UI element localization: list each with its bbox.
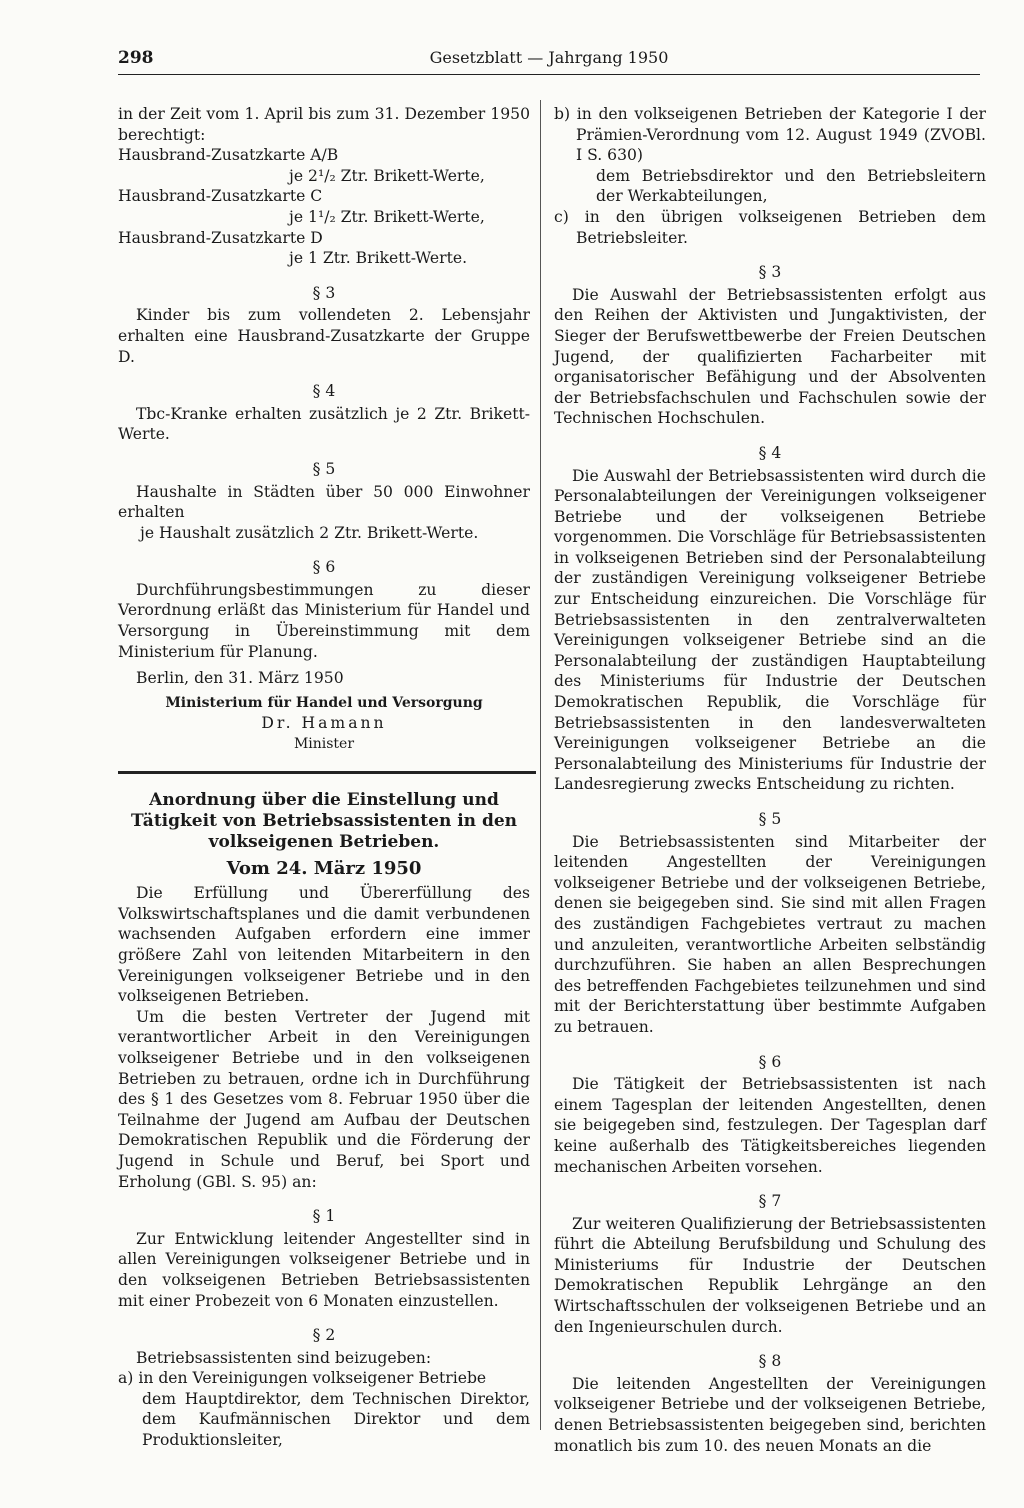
paragraph: Die Tätigkeit der Betriebsassistenten ist nach einem Tagesplan der leitenden Angestellten, denen sie beigegeben sind, festzulegen. Der Tagesplan darf keine außerhalb des Tätigkeitsbereiches liegenden mechanischen Arbeiten vorsehen. [554, 1075, 986, 1176]
column-divider [540, 100, 541, 1430]
section-heading: § 6 [758, 1052, 782, 1071]
section-heading: § 5 [312, 459, 336, 478]
section-heading: § 5 [758, 810, 782, 828]
paragraph: Die Auswahl der Betriebsassistenten wird durch die Personalabteilungen der Vereinigungen volkseigener Betriebe und der volkseigenen Betriebe vorgenommen. Die Vorschläge für Betriebsassistenten in volkseigenen Betrieben sind der Personalabteilung der zuständigen Vereinigung volkseigener Betriebe zur Entscheidung einzureichen. Die Vorschläge für Betriebsassistenten in den zentralverwalteten Vereinigungen volkseigener Betriebe sind an die Personalabteilung der zuständigen Hauptabteilung des Ministeriums für Industrie der Deutschen Demokratischen Republik, die Vorschläge für Betriebsassistenten in den landesverwalteten Vereinigungen volkseigener Betriebe an die Personalabteilung des Ministeriums für Industrie der Landesregierung zwecks Entscheidung zu richten. [554, 466, 986, 794]
ministry-name: Ministerium für Handel und Versorgung [165, 694, 483, 711]
paragraph: Die Betriebsassistenten sind Mitarbeiter der leitenden Angestellten der Vereinigungen volkseigener Betriebe und der volkseigenen Betriebe, denen sie beigegeben sind. Sie sind mit allen Fragen des zuständigen Fachgebietes vertraut zu machen und anzuleiten, verantwortliche Arbeiten selbständig durchzuführen. Sie haben an allen Besprechungen des betreffenden Fachgebietes teilzunehmen und sind mit der Berichterstattung über bestimmte Aufgaben zu betrauen. [554, 832, 986, 1036]
paragraph: Haushalte in Städten über 50 000 Einwohner erhalten [118, 482, 530, 522]
section-heading: § 1 [312, 1207, 336, 1226]
paragraph: Um die besten Vertreter der Jugend mit verantwortlicher Arbeit in den Vereinigungen volkseigener Betriebe und in den volkseigenen Betrieben zu betrauen, ordne ich in Durchführung des § 1 des Gesetzes vom 8. Februar 1950 über die Teilnahme der Jugend am Aufbau der Deutschen Demokratischen Republik und die Förderung der Jugend in Schule und Beruf, bei Sport und Erholung (GBl. S. 95) an: [118, 1007, 530, 1191]
running-title: Gesetzblatt — Jahrgang 1950 [429, 48, 669, 67]
paragraph: Kinder bis zum vollendeten 2. Lebensjahr erhalten eine Hausbrand-Zusatzkarte der Gruppe D. [118, 306, 530, 366]
card-label: Hausbrand-Zusatzkarte C [118, 187, 323, 206]
page-number: 298 [118, 48, 154, 68]
paragraph: Betriebsassistenten sind beizugeben: [136, 1348, 432, 1367]
ordinance-title: Anordnung über die Einstellung und Tätigkeit von Betriebsassistenten in den volkseigenen Betrieben. [130, 789, 518, 852]
list-item-detail: dem Betriebsdirektor und den Betriebsleitern der Werkabteilungen, [596, 166, 986, 206]
list-item: c) in den übrigen volkseigenen Betrieben dem Betriebsleiter. [554, 207, 986, 247]
card-label: Hausbrand-Zusatzkarte A/B [118, 146, 339, 165]
section-heading: § 7 [758, 1192, 782, 1211]
paragraph: Die Erfüllung und Übererfüllung des Volkswirtschaftsplanes und die damit verbundenen wachsenden Aufgaben erfordern eine immer größere Zahl von leitenden Mitarbeitern in den Vereinigungen volkseigener Betriebe und in den volkseigenen Betrieben. [118, 884, 530, 1006]
paragraph: Durchführungsbestimmungen zu dieser Verordnung erläßt das Ministerium für Handel und Versorgung in Übereinstimmung mit dem Ministerium für Planung. [118, 580, 530, 661]
left-column [118, 104, 530, 1451]
section-heading: § 6 [312, 558, 336, 577]
section-heading: § 8 [758, 1352, 782, 1371]
signer-name: Dr. Hamann [261, 714, 387, 733]
section-heading: § 4 [312, 382, 336, 401]
card-label: Hausbrand-Zusatzkarte D [118, 228, 323, 247]
page-header [118, 48, 980, 75]
list-item: a) in den Vereinigungen volkseigener Betriebe [118, 1369, 487, 1388]
paragraph: Die leitenden Angestellten der Vereinigungen volkseigener Betriebe und der volkseigenen Betriebe, denen Betriebsassistenten beigegeben sind, berichten monatlich bis zum 10. des neuen Monats an die [554, 1374, 986, 1455]
right-column [554, 104, 986, 1456]
paragraph: Tbc-Kranke erhalten zusätzlich je 2 Ztr. Brikett-Werte. [118, 404, 530, 444]
place-date: Berlin, den 31. März 1950 [136, 669, 344, 688]
paragraph: in der Zeit vom 1. April bis zum 31. Dezember 1950 berechtigt: [118, 105, 530, 144]
list-item: b) in den volkseigenen Betrieben der Kategorie I der Prämien-Verordnung vom 12. August 1949 (ZVOBl. I S. 630) [554, 105, 986, 165]
paragraph: Zur weiteren Qualifizierung der Betriebsassistenten führt die Abteilung Berufsbildung und Schulung des Ministeriums für Industrie der Deutschen Demokratischen Republik Lehrgänge an den Wirtschaftsschulen der volkseigenen Betriebe und an den Ingenieurschulen durch. [554, 1214, 986, 1336]
section-heading: § 2 [312, 1326, 336, 1345]
section-heading: § 4 [758, 443, 782, 462]
signer-title: Minister [293, 736, 355, 753]
paragraph: Zur Entwicklung leitender Angestellter sind in allen Vereinigungen volkseigener Betriebe und in den volkseigenen Betrieben Betriebsassistenten mit einer Probezeit von 6 Monaten einzustellen. [118, 1229, 530, 1310]
paragraph: je Haushalt zusätzlich 2 Ztr. Brikett-Werte. [140, 523, 479, 542]
section-heading: § 3 [758, 263, 782, 282]
card-value: je 2¹/₂ Ztr. Brikett-Werte, [289, 166, 485, 185]
list-item-detail: dem Hauptdirektor, dem Technischen Direktor, dem Kaufmännischen Direktor und dem Produktionsleiter, [142, 1389, 530, 1450]
card-value: je 1¹/₂ Ztr. Brikett-Werte, [289, 207, 485, 226]
ordinance-date: Vom 24. März 1950 [226, 857, 422, 879]
card-value: je 1 Ztr. Brikett-Werte. [289, 249, 468, 268]
section-heading: § 3 [312, 283, 336, 302]
paragraph: Die Auswahl der Betriebsassistenten erfolgt aus den Reihen der Aktivisten und Jungaktivisten, der Sieger der Berufswettbewerbe der Freien Deutschen Jugend, der qualifizierten Facharbeiter mit organisatorischer Befähigung und der Absolventen der Betriebsfachschulen und Fachschulen sowie der Technischen Hochschulen. [554, 285, 986, 428]
section-rule [118, 771, 536, 774]
